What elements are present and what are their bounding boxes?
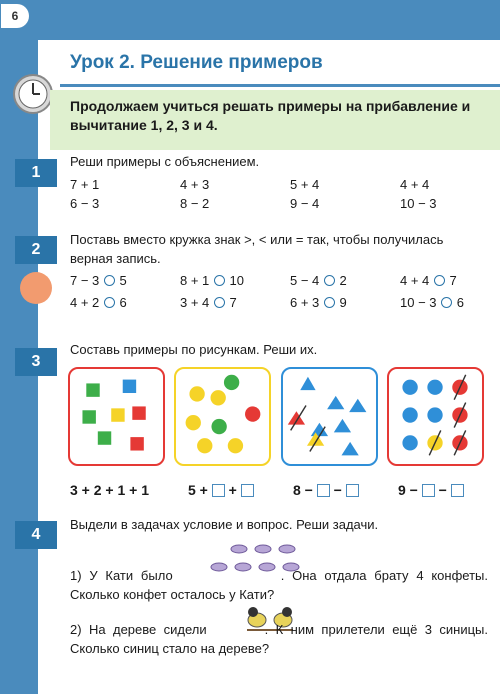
- answer-circle[interactable]: [214, 297, 225, 308]
- expression-1: 3 + 2 + 1 + 1: [70, 482, 150, 498]
- lesson-goal-text: Продолжаем учиться решать примеры на прибавление и вычитание 1, 2, 3 и 4.: [70, 98, 471, 133]
- example: 6 − 3: [70, 196, 100, 211]
- answer-box[interactable]: [451, 484, 464, 497]
- picture-circles: [174, 367, 271, 466]
- answer-circle[interactable]: [324, 297, 335, 308]
- answer-circle[interactable]: [104, 275, 115, 286]
- task-3-instruction: Составь примеры по рисункам. Реши их.: [70, 342, 318, 357]
- expression-2: 5 + +: [188, 482, 254, 498]
- expression-3: 8 − −: [293, 482, 359, 498]
- problem-2: 2) На дереве сидели . К ним прилетели ещё 3 синицы. Сколько синиц стало на дереве?: [70, 622, 488, 656]
- answer-box[interactable]: [212, 484, 225, 497]
- comparison: 4 + 4 7: [400, 273, 457, 288]
- task-1-marker: 1: [15, 159, 57, 187]
- hint-icon: [20, 272, 52, 304]
- clock-icon: [12, 73, 54, 115]
- comparison: 5 − 4 2: [290, 273, 347, 288]
- task-1-instruction: Реши примеры с объяснением.: [70, 154, 260, 169]
- title-underline: [60, 84, 500, 87]
- task-1-examples: [70, 177, 450, 211]
- task-2-comparisons: [70, 273, 464, 310]
- task-4-instruction: Выдели в задачах условие и вопрос. Реши задачи.: [70, 517, 379, 532]
- problem-1: 1) У Кати было . Она отдала брату 4 конфеты. Сколько конфет осталось у Кати?: [70, 568, 488, 602]
- task-4-marker: 4: [15, 521, 57, 549]
- answer-circle[interactable]: [324, 275, 335, 286]
- example: 8 − 2: [180, 196, 210, 211]
- example: 7 + 1: [70, 177, 100, 192]
- example: 4 + 4: [400, 177, 430, 192]
- comparison: 8 + 1 10: [180, 273, 244, 288]
- answer-box[interactable]: [317, 484, 330, 497]
- task-2-instruction: Поставь вместо кружка знак >, < или = так, чтобы получилась верная запись.: [70, 232, 444, 266]
- answer-circle[interactable]: [434, 275, 445, 286]
- answer-circle[interactable]: [214, 275, 225, 286]
- expression-4: 9 − −: [398, 482, 464, 498]
- example: 4 + 3: [180, 177, 210, 192]
- picture-dots: [387, 367, 484, 466]
- answer-circle[interactable]: [441, 297, 452, 308]
- comparison: 3 + 4 7: [180, 295, 237, 310]
- comparison: 7 − 3 5: [70, 273, 127, 288]
- answer-box[interactable]: [241, 484, 254, 497]
- answer-circle[interactable]: [104, 297, 115, 308]
- comparison: 10 − 3 6: [400, 295, 464, 310]
- picture-triangles: [281, 367, 378, 466]
- example: 10 − 3: [400, 196, 437, 211]
- answer-box[interactable]: [422, 484, 435, 497]
- task-2-marker: 2: [15, 236, 57, 264]
- example: 9 − 4: [290, 196, 320, 211]
- answer-box[interactable]: [346, 484, 359, 497]
- page-number: 6: [1, 4, 29, 28]
- example: 5 + 4: [290, 177, 320, 192]
- picture-squares: [68, 367, 165, 466]
- lesson-title: Урок 2. Решение примеров: [70, 52, 323, 73]
- comparison: 6 + 3 9: [290, 295, 347, 310]
- task-3-marker: 3: [15, 348, 57, 376]
- comparison: 4 + 2 6: [70, 295, 127, 310]
